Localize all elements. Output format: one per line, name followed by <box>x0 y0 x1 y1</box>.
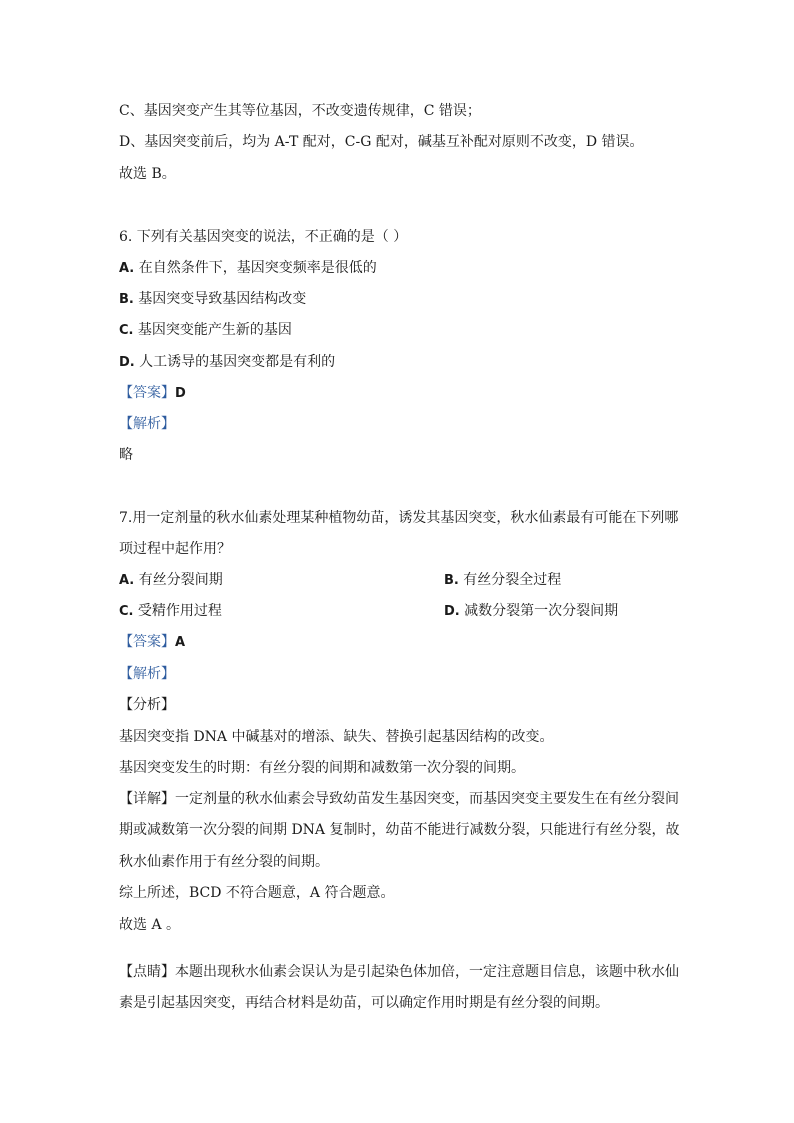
option-letter: D. <box>119 355 135 370</box>
q7-analysis-tag <box>119 664 175 684</box>
q7-conclusion: 故选 A 。 <box>119 917 181 933</box>
dianjing-tag: 【点睛】 <box>119 964 175 980</box>
option-letter: A. <box>119 261 135 276</box>
q7-fenxi-tag: 【分析】 <box>119 697 175 713</box>
q7-summary: 综上所述，BCD 不符合题意，A 符合题意。 <box>119 885 395 901</box>
prev-explanation-d: D、基因突变前后，均为 A-T 配对，C-G 配对，碱基互补配对原则不改变，D 错误。 <box>119 134 644 150</box>
q6-analysis-tag <box>119 414 175 434</box>
q6-option-d <box>119 352 335 373</box>
q6-option-b <box>119 289 306 310</box>
q6-question: 6. 下列有关基因突变的说法，不正确的是（ ） <box>119 229 408 245</box>
q6-answer <box>119 383 186 404</box>
q7-answer <box>119 632 185 653</box>
option-letter: B. <box>444 573 459 588</box>
option-letter: C. <box>119 604 134 619</box>
q7-option-a <box>119 570 223 591</box>
q7-detail-line3: 秋水仙素作用于有丝分裂的间期。 <box>119 854 329 870</box>
detail-tag: 【详解】 <box>119 791 175 807</box>
option-text: 受精作用过程 <box>133 603 222 619</box>
analysis-tag: 【解析】 <box>119 416 175 432</box>
q7-option-b <box>444 570 561 591</box>
prev-conclusion: 故选 B。 <box>119 166 176 182</box>
q7-detail-line2: 期或减数第一次分裂的间期 DNA 复制时，幼苗不能进行减数分裂，只能进行有丝分裂，故 <box>119 822 680 838</box>
option-letter: A. <box>119 573 135 588</box>
option-text: 基因突变导致基因结构改变 <box>133 291 307 307</box>
answer-tag: 【答案】 <box>119 634 175 650</box>
dianjing-text: 本题出现秋水仙素会误认为是引起染色体加倍，一定注意题目信息，该题中秋水仙 <box>175 964 679 980</box>
option-text: 在自然条件下，基因突变频率是很低的 <box>134 260 377 276</box>
q7-detail-line1 <box>119 789 679 809</box>
q7-dianjing-line1 <box>119 962 679 982</box>
q7-question-line2: 项过程中起作用？ <box>119 541 231 557</box>
q7-question-line1: 7.用一定剂量的秋水仙素处理某种植物幼苗，诱发其基因突变，秋水仙素最有可能在下列哪 <box>119 510 679 526</box>
q7-option-d <box>444 601 618 622</box>
q6-option-a <box>119 258 377 279</box>
q7-fenxi-line1: 基因突变指 DNA 中碱基对的增添、缺失、替换引起基因结构的改变。 <box>119 729 554 745</box>
prev-explanation-c: C、基因突变产生其等位基因，不改变遗传规律，C 错误； <box>119 103 481 119</box>
q7-option-c <box>119 601 222 622</box>
answer-value: D <box>175 386 186 401</box>
analysis-tag: 【解析】 <box>119 666 175 682</box>
option-letter: D. <box>444 604 460 619</box>
answer-value: A <box>175 635 186 650</box>
option-text: 有丝分裂间期 <box>134 572 223 588</box>
q6-option-c <box>119 320 292 341</box>
option-text: 基因突变能产生新的基因 <box>133 322 292 338</box>
option-text: 减数分裂第一次分裂间期 <box>459 603 619 619</box>
q6-analysis-text: 略 <box>119 447 133 463</box>
detail-text: 一定剂量的秋水仙素会导致幼苗发生基因突变，而基因突变主要发生在有丝分裂间 <box>175 791 679 807</box>
q7-fenxi-line2: 基因突变发生的时期：有丝分裂的间期和减数第一次分裂的间期。 <box>119 760 525 776</box>
option-text: 人工诱导的基因突变都是有利的 <box>134 354 336 370</box>
q7-dianjing-line2: 素是引起基因突变，再结合材料是幼苗，可以确定作用时期是有丝分裂的间期。 <box>119 995 609 1011</box>
option-letter: B. <box>119 292 134 307</box>
option-text: 有丝分裂全过程 <box>458 572 562 588</box>
option-letter: C. <box>119 323 134 338</box>
answer-tag: 【答案】 <box>119 385 175 401</box>
